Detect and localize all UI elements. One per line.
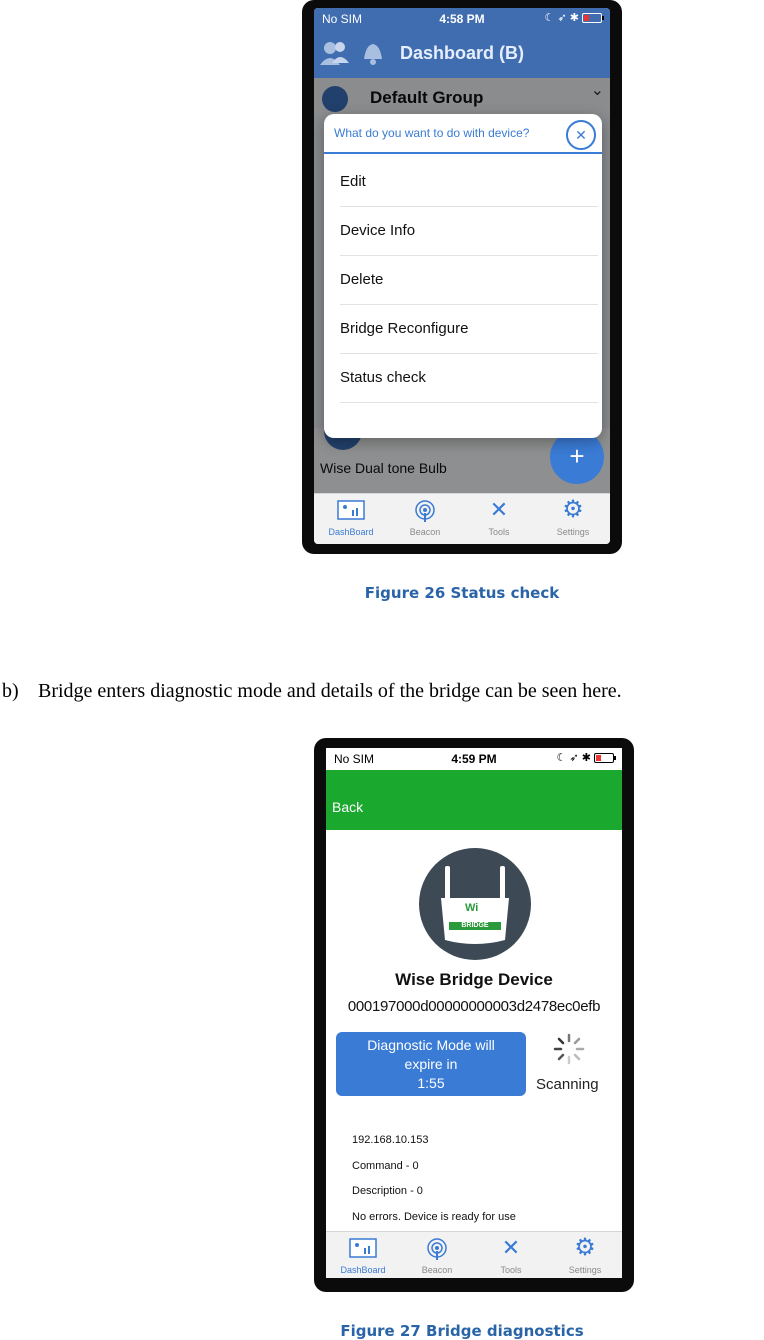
tab-bar (326, 1231, 622, 1278)
tab-dashboard[interactable] (314, 494, 388, 540)
tab-label: Tools (488, 527, 510, 537)
tab-settings[interactable] (548, 1232, 622, 1278)
details-list (352, 1128, 516, 1230)
status-bar (326, 748, 622, 770)
menu-item-edit[interactable]: Edit (340, 158, 598, 207)
menu-item-status-check[interactable]: Status check (340, 354, 598, 403)
tools-icon: ✕ (489, 497, 509, 522)
page-title: Dashboard (B) (400, 43, 525, 63)
tab-dashboard[interactable] (326, 1232, 400, 1278)
status-time: 4:58 PM (439, 12, 485, 26)
tab-beacon[interactable] (388, 494, 462, 540)
status-icons: ☾ ➶ ✱ (557, 751, 614, 764)
tab-label: DashBoard (340, 1265, 386, 1275)
tab-label: Beacon (421, 1265, 453, 1275)
phone-screen (326, 748, 622, 1278)
close-icon[interactable]: ✕ (566, 120, 596, 150)
bell-icon[interactable] (360, 39, 386, 67)
tab-label: Settings (556, 527, 590, 537)
battery-icon (594, 753, 614, 763)
menu-item-bridge-reconfigure[interactable]: Bridge Reconfigure (340, 305, 598, 354)
diag-countdown: 1:55 (417, 1075, 445, 1091)
figure-caption-27: Figure 27 Bridge diagnostics (340, 1322, 584, 1340)
beacon-icon (388, 499, 462, 523)
diag-line-2: expire in (404, 1056, 458, 1072)
green-header (326, 770, 622, 830)
body-paragraph: Bridge enters diagnostic mode and details of the bridge can be seen here. (38, 680, 622, 702)
tab-tools[interactable] (474, 1232, 548, 1278)
command-value: Command - 0 (352, 1159, 419, 1172)
tab-label: Beacon (409, 527, 441, 537)
tab-bar (314, 493, 610, 544)
tab-label: DashBoard (328, 527, 374, 537)
bridge-logo (419, 848, 531, 960)
phone-frame-diagnostics (314, 738, 634, 1292)
diagnostic-mode-button[interactable] (336, 1032, 526, 1096)
menu-item-delete[interactable]: Delete (340, 256, 598, 305)
ip-address: 192.168.10.153 (352, 1134, 429, 1146)
device-name: Wise Bridge Device (395, 970, 553, 989)
figure-caption-26: Figure 26 Status check (364, 584, 560, 602)
description-value: Description - 0 (352, 1185, 423, 1197)
tab-tools[interactable] (462, 494, 536, 540)
group-name: Default Group (370, 88, 484, 107)
status-bar (314, 8, 610, 30)
tab-beacon[interactable] (400, 1232, 474, 1278)
tab-settings[interactable] (536, 494, 610, 540)
bridge-logo-text: BRIDGE (461, 922, 489, 929)
body-list-marker: b) (2, 680, 19, 702)
carrier-label: No SIM (334, 752, 375, 766)
dashboard-icon (314, 499, 388, 523)
status-icons: ☾ ➶ ✱ (545, 11, 602, 24)
users-icon[interactable] (320, 39, 350, 67)
dashboard-header (314, 30, 610, 78)
gear-icon: ⚙ (562, 496, 584, 523)
status-time: 4:59 PM (451, 752, 497, 766)
menu-item-device-info[interactable]: Device Info (340, 207, 598, 256)
chevron-down-icon[interactable]: ⌄ (590, 82, 604, 99)
dashboard-icon (326, 1237, 400, 1261)
add-device-button[interactable] (550, 430, 604, 484)
tab-label: Tools (500, 1265, 522, 1275)
dialog-divider (324, 152, 602, 154)
phone-screen (314, 8, 610, 544)
back-button[interactable]: Back (332, 799, 364, 815)
plus-icon: + (569, 441, 585, 471)
action-dialog (324, 114, 602, 438)
battery-icon (582, 13, 602, 23)
dialog-title: What do you want to do with device? (334, 126, 530, 140)
scanning-label: Scanning (536, 1076, 599, 1093)
tools-icon: ✕ (501, 1235, 521, 1260)
device-status: No errors. Device is ready for use (352, 1210, 516, 1223)
tab-label: Settings (568, 1265, 602, 1275)
gear-icon: ⚙ (574, 1234, 596, 1261)
phone-frame-status-check (302, 0, 622, 554)
beacon-icon (400, 1237, 474, 1261)
carrier-label: No SIM (322, 12, 363, 26)
wifi-logo-text: Wi (465, 902, 479, 914)
device-id: 000197000d00000000003d2478ec0efb (347, 998, 601, 1015)
bg-device-label: Wise Dual tone Bulb (320, 460, 447, 476)
spinner-icon (552, 1032, 586, 1066)
diag-line-1: Diagnostic Mode will (367, 1037, 495, 1053)
